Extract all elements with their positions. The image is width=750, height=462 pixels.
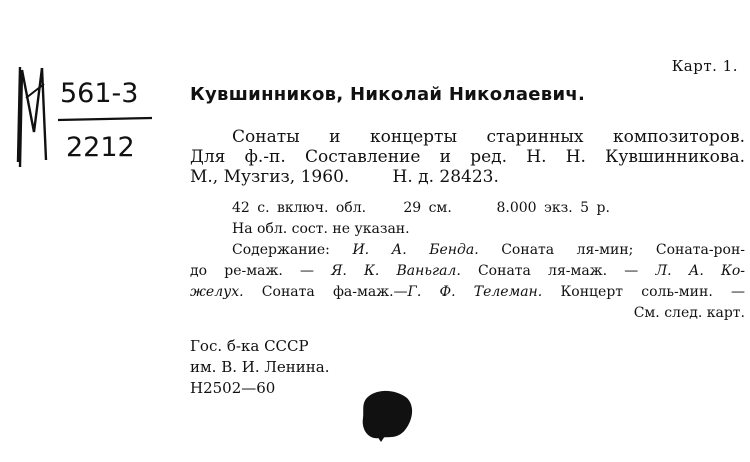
contents-text: до ре-маж. —: [190, 263, 332, 279]
card-number: Карт. 1.: [671, 57, 738, 75]
shelf-mark-rule: [58, 118, 152, 120]
title-line: Для ф.-п. Составление и ред. Н. Н. Кувшинникова.: [190, 147, 745, 167]
contents-name-italic: Л. А. Ко-: [655, 263, 745, 279]
title-block: [190, 127, 745, 187]
contents-name-italic: Я. К. Ваньгал.: [331, 263, 461, 279]
shelf-mark-top: 561-3: [60, 78, 139, 109]
contents-name-italic: Г. Ф. Телеман.: [407, 284, 543, 300]
library-line: им. В. И. Ленина.: [190, 358, 330, 376]
contents-line: [190, 282, 745, 303]
contents-text: Соната ля-маж. —: [460, 263, 656, 279]
library-line: Гос. б-ка СССР: [190, 337, 309, 355]
note-line: На обл. сост. не указан.: [232, 221, 410, 237]
library-stamp: [190, 336, 329, 399]
title-line: Сонаты и концерты старинных композиторов.: [232, 127, 745, 147]
contents-line: [190, 261, 745, 282]
contents-line: [190, 240, 745, 261]
imprint-line: М., Музгиз, 1960. Н. д. 28423.: [190, 167, 499, 187]
author-heading: Кувшинников, Николай Николаевич.: [190, 84, 586, 105]
contents-block: [190, 240, 745, 324]
shelf-mark: [12, 62, 162, 172]
ink-blot: [357, 386, 417, 442]
contents-text: Концерт соль-мин. —: [542, 284, 745, 300]
contents-text: Соната фа-маж.—: [243, 284, 408, 300]
shelf-mark-bottom: 2212: [66, 132, 135, 163]
library-line: Н2502—60: [190, 379, 276, 397]
handwritten-shelf-mark-drawing: [12, 62, 162, 172]
contents-text: Соната ля-мин; Соната-рон-: [478, 242, 746, 258]
contents-name-italic: И. А. Бенда.: [352, 242, 479, 258]
continued-note: См. след. карт.: [633, 305, 745, 321]
contents-label: Содержание:: [232, 242, 353, 258]
contents-name-italic: желух.: [190, 284, 244, 300]
collation-line: 42 с. включ. обл. 29 см. 8.000 экз. 5 р.: [232, 200, 610, 216]
